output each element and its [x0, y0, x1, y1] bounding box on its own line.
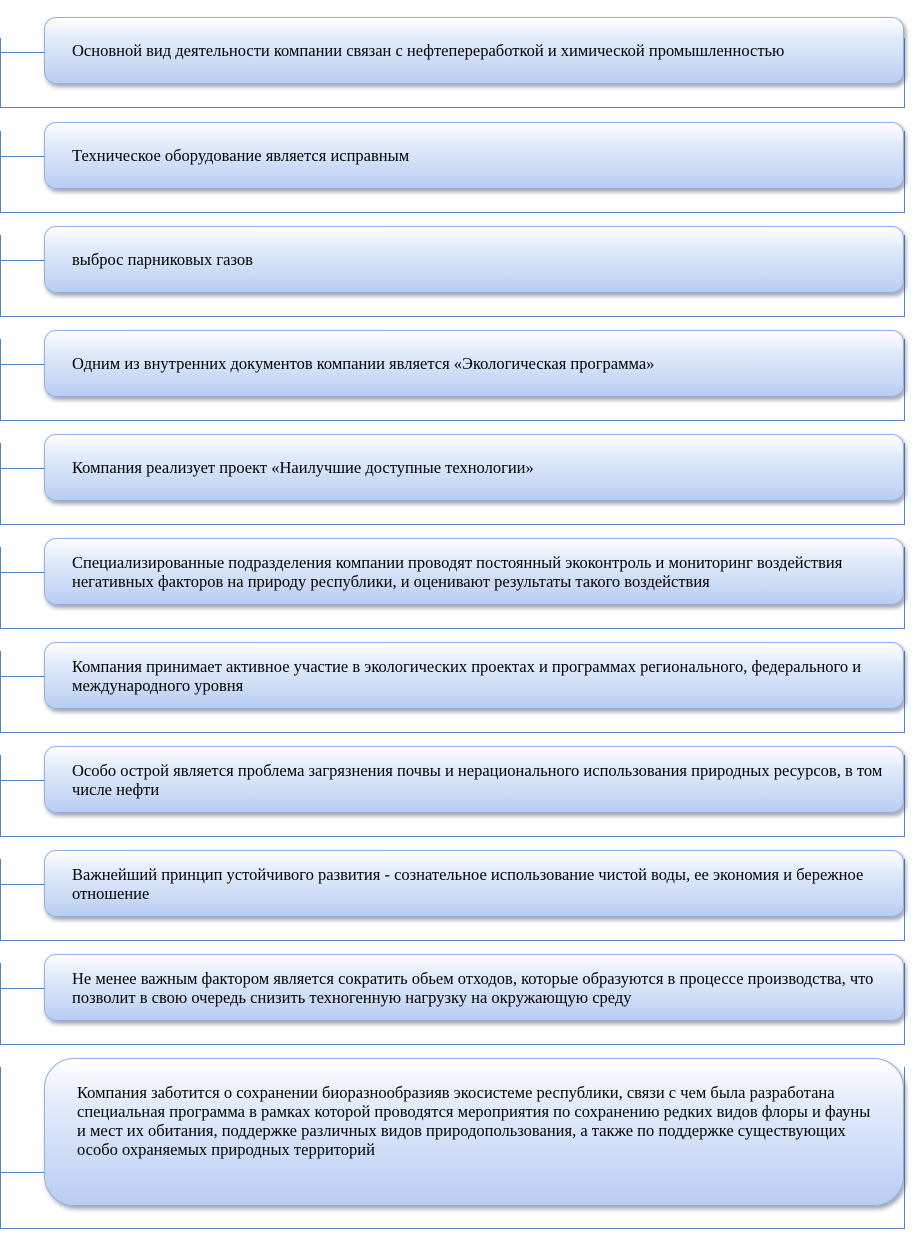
list-item-box [44, 226, 904, 293]
item-text: Компания реализует проект «Наилучшие доступные технологии» [72, 458, 534, 477]
item-text: Компания заботится о сохранении биоразнообразияв экосистеме республики, связи с чем была разработана специальная программа в рамках которой проводятся мероприятия по сохранению редких видов флоры и фауны и мест их обитания, поддержке различных видов природопользования, а также по поддержке существующих особо охраняемых природных территорий [77, 1083, 871, 1159]
list-item-box [44, 1058, 904, 1206]
list-item-box [44, 850, 904, 917]
item-text: выброс парниковых газов [72, 250, 253, 269]
list-item-box [44, 434, 904, 501]
item-text: Специализированные подразделения компании проводят постоянный экоконтроль и мониторинг воздействия негативных факторов на природу республики, и оценивают результаты такого воздействия [72, 552, 843, 591]
list-item-box [44, 330, 904, 397]
connector-stub [0, 780, 46, 781]
list-item-box [44, 746, 904, 813]
list-item-box [44, 17, 904, 84]
connector-stub [0, 572, 46, 573]
list-item-box [44, 954, 904, 1021]
list-item-box [44, 642, 904, 709]
connector-stub [0, 1172, 46, 1173]
connector-stub [0, 364, 46, 365]
item-text: Особо острой является проблема загрязнения почвы и нерационального использования природных ресурсов, в том числе нефти [72, 760, 883, 799]
connector-stub [0, 468, 46, 469]
item-text: Не менее важным фактором является сократить обьем отходов, которые образуются в процессе производства, что позволит в свою очередь снизить техногенную нагрузку на окружающую среду [72, 968, 874, 1007]
connector-stub [0, 260, 46, 261]
connector-stub [0, 884, 46, 885]
list-item-box [44, 538, 904, 605]
item-text: Компания принимает активное участие в экологических проектах и программах регионального, федерального и международного уровня [72, 656, 862, 695]
item-text: Важнейший принцип устойчивого развития - сознательное использование чистой воды, ее экономия и бережное отношение [72, 864, 864, 903]
connector-stub [0, 52, 46, 53]
connector-stub [0, 676, 46, 677]
connector-stub [0, 156, 46, 157]
item-text: Основной вид деятельности компании связан с нефтепереработкой и химической промышленностью [72, 41, 785, 60]
item-text: Одним из внутренних документов компании является «Экологическая программа» [72, 354, 655, 373]
connector-stub [0, 988, 46, 989]
list-item-box [44, 122, 904, 189]
item-text: Техническое оборудование является исправным [72, 146, 410, 165]
